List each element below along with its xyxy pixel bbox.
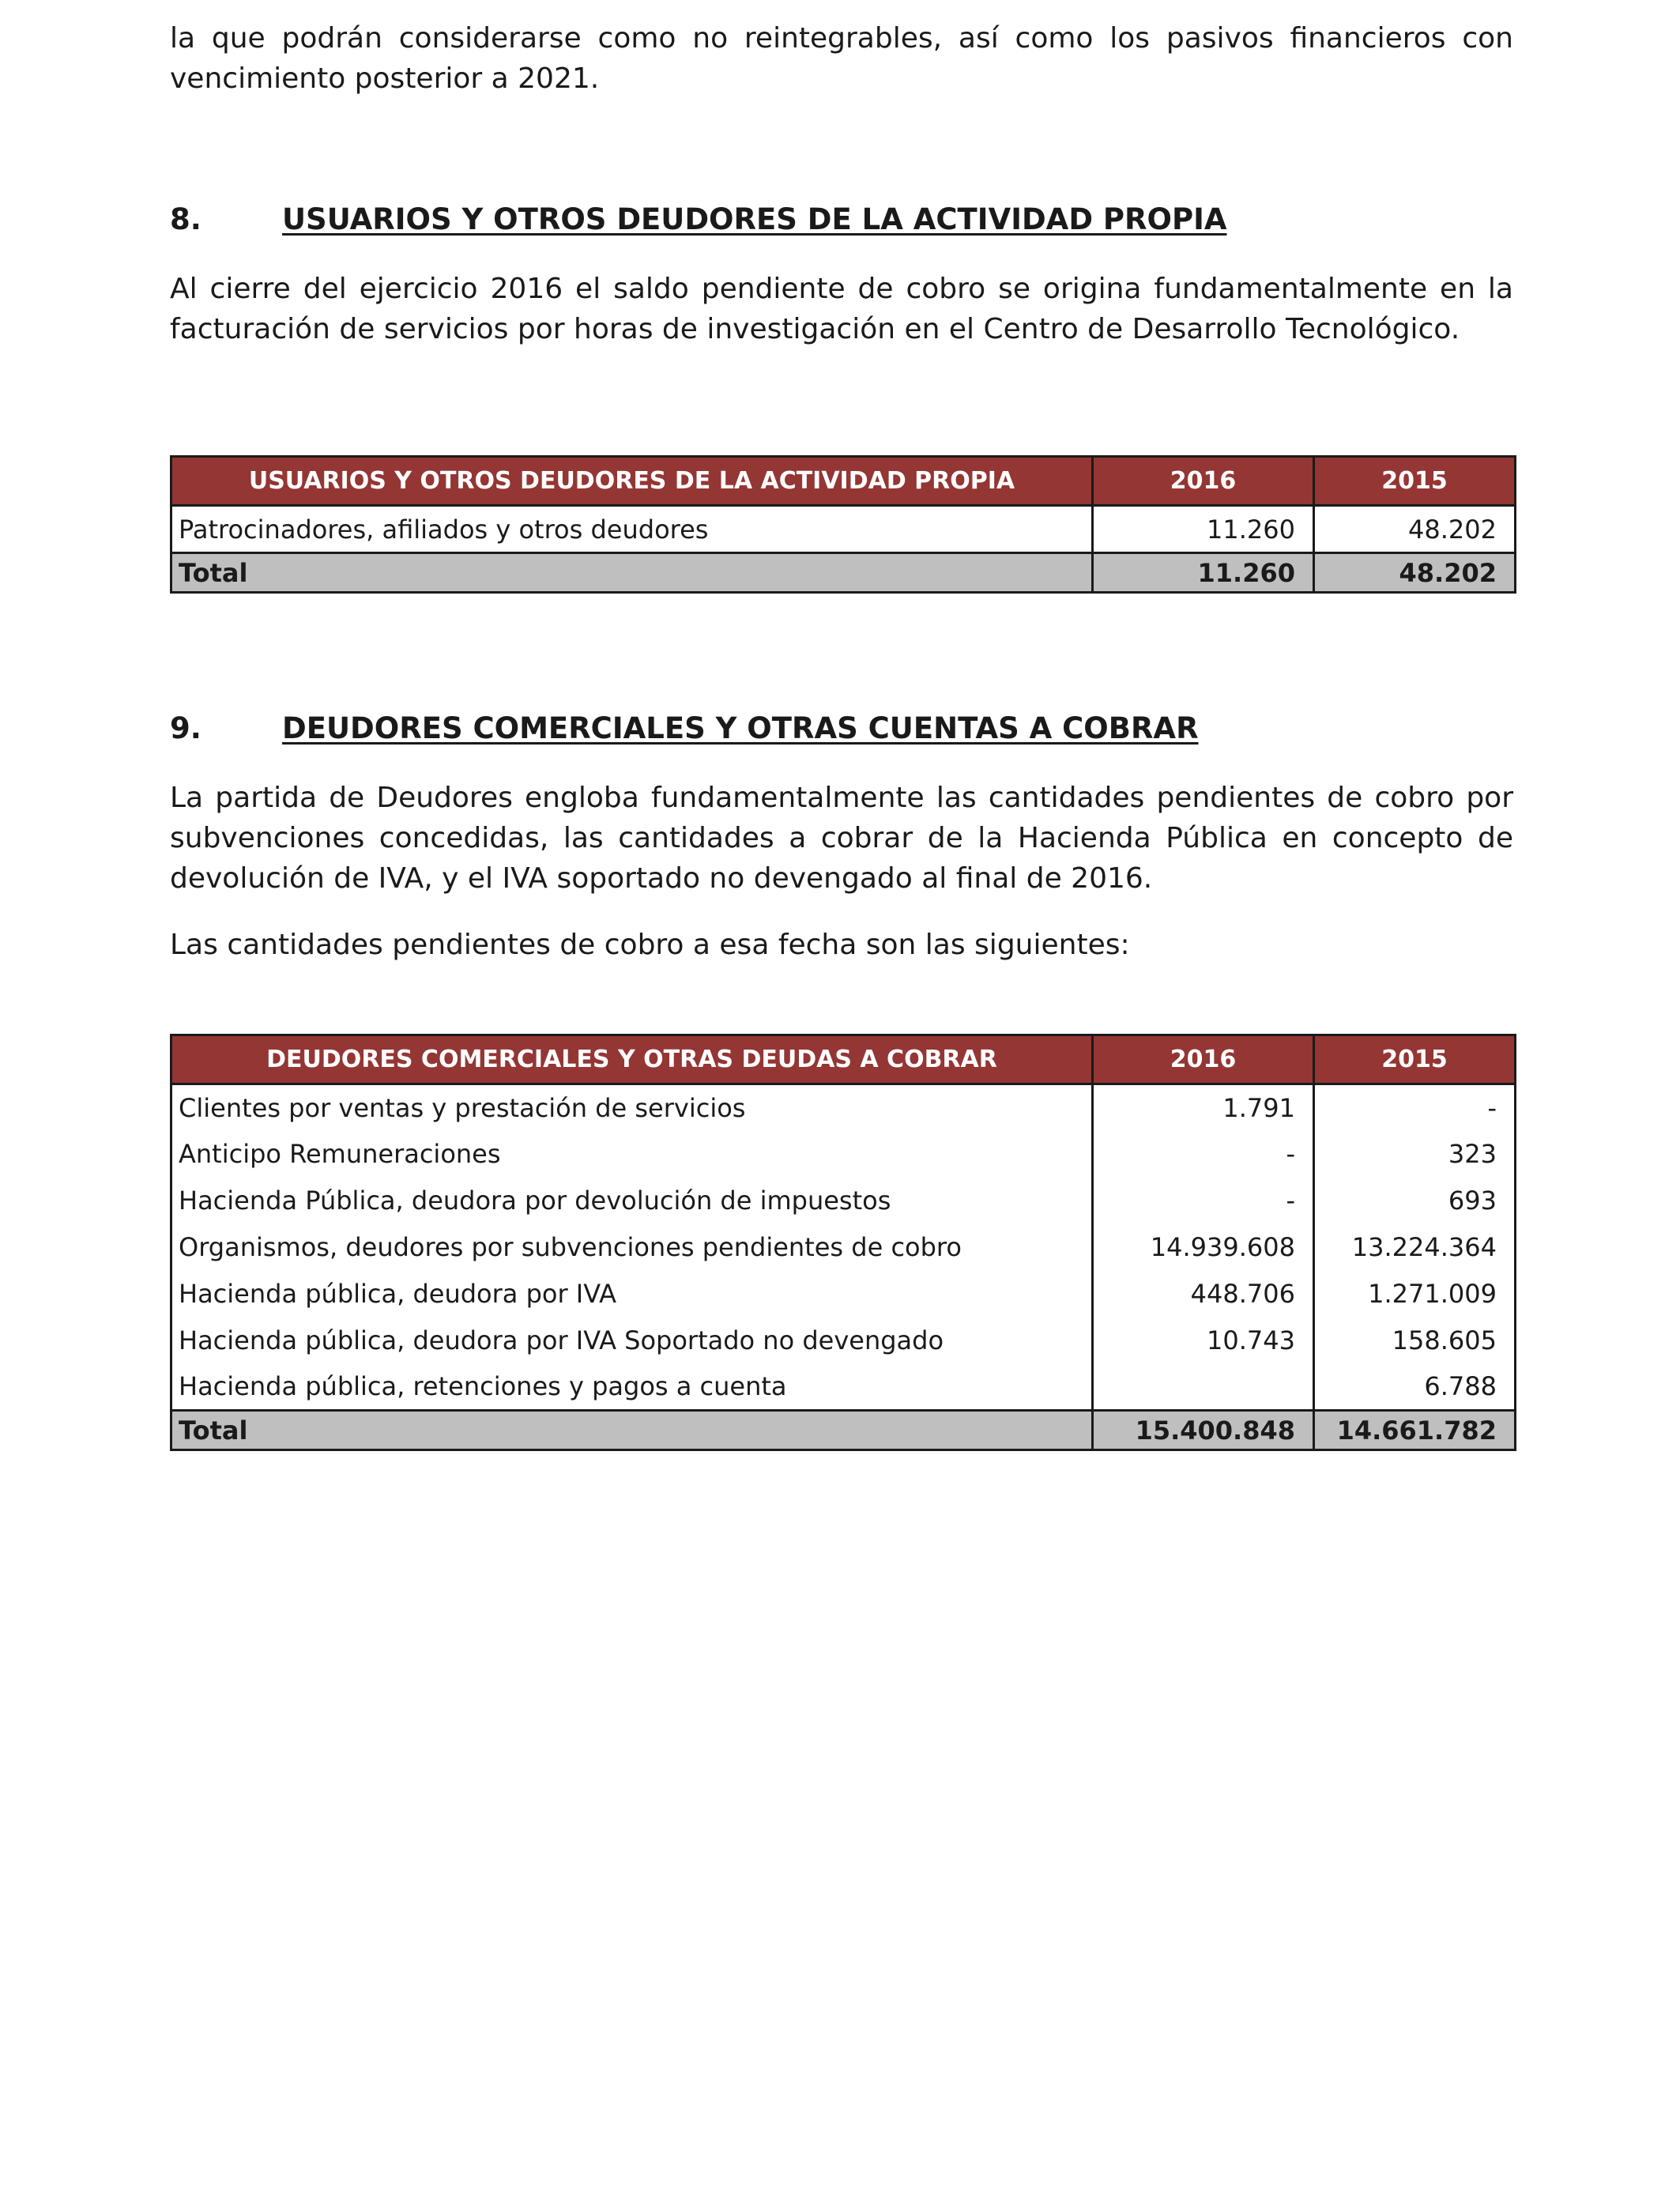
row-label: Hacienda Pública, deudora por devolución de impuestos: [171, 1178, 1093, 1224]
table-row: [171, 1224, 1516, 1271]
total-value-2015: 48.202: [1314, 553, 1516, 593]
table-row: [171, 1364, 1516, 1411]
row-value-2016: 11.260: [1093, 506, 1314, 553]
table-row: [171, 1318, 1516, 1364]
total-label: Total: [171, 1411, 1093, 1450]
column-header-2015: 2015: [1314, 457, 1516, 506]
row-value-2015: -: [1314, 1084, 1516, 1131]
row-value-2016: 14.939.608: [1093, 1224, 1314, 1271]
section-8-heading: [170, 199, 1227, 240]
table-row: [171, 1084, 1516, 1131]
row-value-2016: -: [1093, 1131, 1314, 1178]
deudores-comerciales-table: [170, 1034, 1516, 1451]
total-value-2016: 11.260: [1093, 553, 1314, 593]
row-value-2015: 1.271.009: [1314, 1271, 1516, 1318]
section-8-title: USUARIOS Y OTROS DEUDORES DE LA ACTIVIDAD PROPIA: [282, 202, 1227, 236]
row-label: Organismos, deudores por subvenciones pendientes de cobro: [171, 1224, 1093, 1271]
table-row: [171, 1271, 1516, 1318]
column-header-2016: 2016: [1093, 457, 1314, 506]
section-9-paragraph-2: Las cantidades pendientes de cobro a esa fecha son las siguientes:: [170, 929, 1130, 961]
section-8-paragraph: Al cierre del ejercicio 2016 el saldo pendiente de cobro se origina fundamentalmente en la facturación de servicios por horas de investigación en el Centro de Desarrollo Tecnológico.: [170, 273, 1513, 345]
total-value-2016: 15.400.848: [1093, 1411, 1314, 1450]
table-row: [171, 1131, 1516, 1178]
row-label: Hacienda pública, deudora por IVA Soportado no devengado: [171, 1318, 1093, 1364]
row-value-2016: 448.706: [1093, 1271, 1314, 1318]
section-9-heading: [170, 708, 1199, 749]
row-label: Clientes por ventas y prestación de servicios: [171, 1084, 1093, 1131]
table-header-row: [171, 457, 1516, 506]
row-value-2015: 323: [1314, 1131, 1516, 1178]
usuarios-deudores-table: [170, 455, 1516, 594]
row-value-2015: 6.788: [1314, 1364, 1516, 1411]
row-value-2015: 48.202: [1314, 506, 1516, 553]
row-value-2016: 1.791: [1093, 1084, 1314, 1131]
row-label: Anticipo Remuneraciones: [171, 1131, 1093, 1178]
row-value-2016: 10.743: [1093, 1318, 1314, 1364]
column-header-concept: USUARIOS Y OTROS DEUDORES DE LA ACTIVIDAD PROPIA: [171, 457, 1093, 506]
table-total-row: [171, 1411, 1516, 1450]
column-header-2016: 2016: [1093, 1035, 1314, 1084]
section-9-paragraph-1: La partida de Deudores engloba fundamentalmente las cantidades pendientes de cobro por subvenciones concedidas, las cantidades a cobrar de la Hacienda Pública en concepto de devolución de IVA, y el IVA soportado no devengado al final de 2016.: [170, 782, 1513, 895]
table-header-row: [171, 1035, 1516, 1084]
row-label: Patrocinadores, afiliados y otros deudores: [171, 506, 1093, 553]
row-value-2015: 158.605: [1314, 1318, 1516, 1364]
row-value-2015: 693: [1314, 1178, 1516, 1224]
table-row: [171, 1178, 1516, 1224]
section-8-number: 8.: [170, 202, 202, 236]
total-label: Total: [171, 553, 1093, 593]
table-total-row: [171, 553, 1516, 593]
row-label: Hacienda pública, deudora por IVA: [171, 1271, 1093, 1318]
section-9-title: DEUDORES COMERCIALES Y OTRAS CUENTAS A COBRAR: [282, 711, 1199, 745]
row-value-2015: 13.224.364: [1314, 1224, 1516, 1271]
row-value-2016: [1093, 1364, 1314, 1411]
column-header-2015: 2015: [1314, 1035, 1516, 1084]
row-label: Hacienda pública, retenciones y pagos a cuenta: [171, 1364, 1093, 1411]
intro-paragraph: la que podrán considerarse como no reintegrables, así como los pasivos financieros con vencimiento posterior a 2021.: [170, 22, 1513, 95]
total-value-2015: 14.661.782: [1314, 1411, 1516, 1450]
row-value-2016: -: [1093, 1178, 1314, 1224]
section-9-number: 9.: [170, 711, 202, 745]
column-header-concept: DEUDORES COMERCIALES Y OTRAS DEUDAS A COBRAR: [171, 1035, 1093, 1084]
table-row: [171, 506, 1516, 553]
